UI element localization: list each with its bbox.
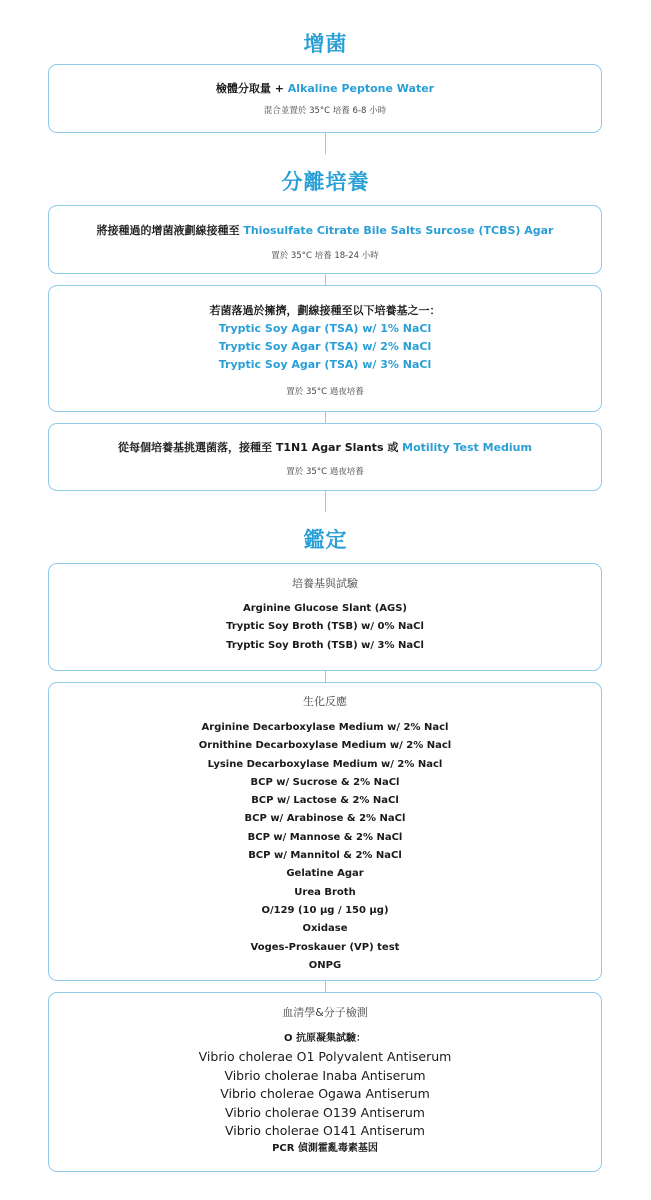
isolation-step-3-main: 從每個培養基挑選菌落，接種至 T1N1 Agar Slants 或 Motility Test Medium	[118, 441, 532, 454]
biochem-item: Ornithine Decarboxylase Medium w/ 2% Nacl	[198, 740, 452, 752]
isolation-medium-item: Tryptic Soy Agar (TSA) w/ 1% NaCl	[218, 322, 432, 335]
biochem-item: Oxidase	[302, 923, 348, 935]
isolation-step-3-note: 置於 35°C 過夜培養	[286, 467, 364, 477]
antiserum-item: Vibrio cholerae Inaba Antiserum	[224, 1067, 426, 1083]
biochem-item: ONPG	[308, 959, 342, 971]
antiserum-item: Vibrio cholerae Ogawa Antiserum	[220, 1086, 430, 1102]
biochem-item: BCP w/ Lactose & 2% NaCl	[251, 795, 399, 807]
biochem-item: BCP w/ Mannose & 2% NaCl	[247, 831, 403, 843]
section-title-identification: 鑑定	[303, 527, 348, 552]
serology-footer: PCR 偵測霍亂毒素基因	[272, 1143, 378, 1155]
section-title-isolation: 分離培養	[281, 169, 370, 194]
serology-subtitle: 血清學&分子檢測	[282, 1006, 368, 1019]
isolation-step-2-box	[48, 285, 602, 412]
biochem-item: BCP w/ Arabinose & 2% NaCl	[244, 813, 406, 825]
biochem-item: Arginine Decarboxylase Medium w/ 2% Nacl	[201, 722, 449, 733]
biochem-item: Gelatine Agar	[286, 868, 364, 880]
antiserum-item: Vibrio cholerae O141 Antiserum	[225, 1122, 425, 1138]
isolation-step-1-main: 將接種過的增菌液劃線接種至 Thiosulfate Citrate Bile Salts Surcose (TCBS) Agar	[96, 224, 554, 237]
media-item: Arginine Glucose Slant (AGS)	[242, 603, 407, 614]
enrichment-step-note: 混合並置於 35°C 培養 6-8 小時	[263, 106, 387, 116]
media-subtitle: 培養基與試驗	[292, 577, 358, 590]
isolation-step-2-items	[49, 320, 601, 374]
section-title-enrichment: 增菌	[303, 31, 348, 56]
identification-biochem-box	[48, 682, 602, 981]
connector-line	[325, 274, 326, 285]
serology-header: O 抗原凝集試驗：	[284, 1033, 366, 1044]
biochem-item: O/129 (10 µg / 150 µg)	[261, 904, 389, 916]
isolation-medium-item: Tryptic Soy Agar (TSA) w/ 3% NaCl	[218, 358, 432, 371]
antiserum-item: Vibrio cholerae O139 Antiserum	[225, 1104, 425, 1120]
connector-line	[325, 491, 326, 512]
biochem-item: Lysine Decarboxylase Medium w/ 2% Nacl	[207, 758, 443, 770]
enrichment-step-main: 檢體分取量 + Alkaline Peptone Water	[215, 82, 435, 95]
biochem-item: BCP w/ Sucrose & 2% NaCl	[250, 776, 400, 788]
antiserum-item: Vibrio cholerae O1 Polyvalent Antiserum	[198, 1049, 452, 1065]
isolation-step-3-box	[48, 423, 602, 491]
biochem-item: Voges-Proskauer (VP) test	[250, 941, 400, 953]
connector-line	[325, 133, 326, 154]
isolation-step-1-note: 置於 35°C 培養 18-24 小時	[271, 251, 379, 261]
isolation-step-2-note: 置於 35°C 過夜培養	[286, 387, 364, 397]
connector-line	[325, 412, 326, 423]
identification-serology-box	[48, 992, 602, 1172]
enrichment-step-box	[48, 64, 602, 133]
media-item: Tryptic Soy Broth (TSB) w/ 3% NaCl	[226, 639, 424, 651]
connector-line	[325, 981, 326, 992]
isolation-step-2-main: 若菌落過於擁擠，劃線接種至以下培養基之一：	[209, 304, 441, 317]
connector-line	[325, 671, 326, 682]
serology-list	[49, 1048, 601, 1140]
biochem-subtitle: 生化反應	[303, 695, 347, 708]
biochem-item: Urea Broth	[294, 886, 356, 898]
biochem-item: BCP w/ Mannitol & 2% NaCl	[248, 850, 402, 862]
isolation-medium-item: Tryptic Soy Agar (TSA) w/ 2% NaCl	[218, 340, 432, 353]
media-item: Tryptic Soy Broth (TSB) w/ 0% NaCl	[226, 621, 424, 633]
identification-media-box	[48, 563, 602, 671]
biochem-list	[49, 719, 601, 975]
media-list	[49, 600, 601, 655]
isolation-step-1-box	[48, 205, 602, 274]
